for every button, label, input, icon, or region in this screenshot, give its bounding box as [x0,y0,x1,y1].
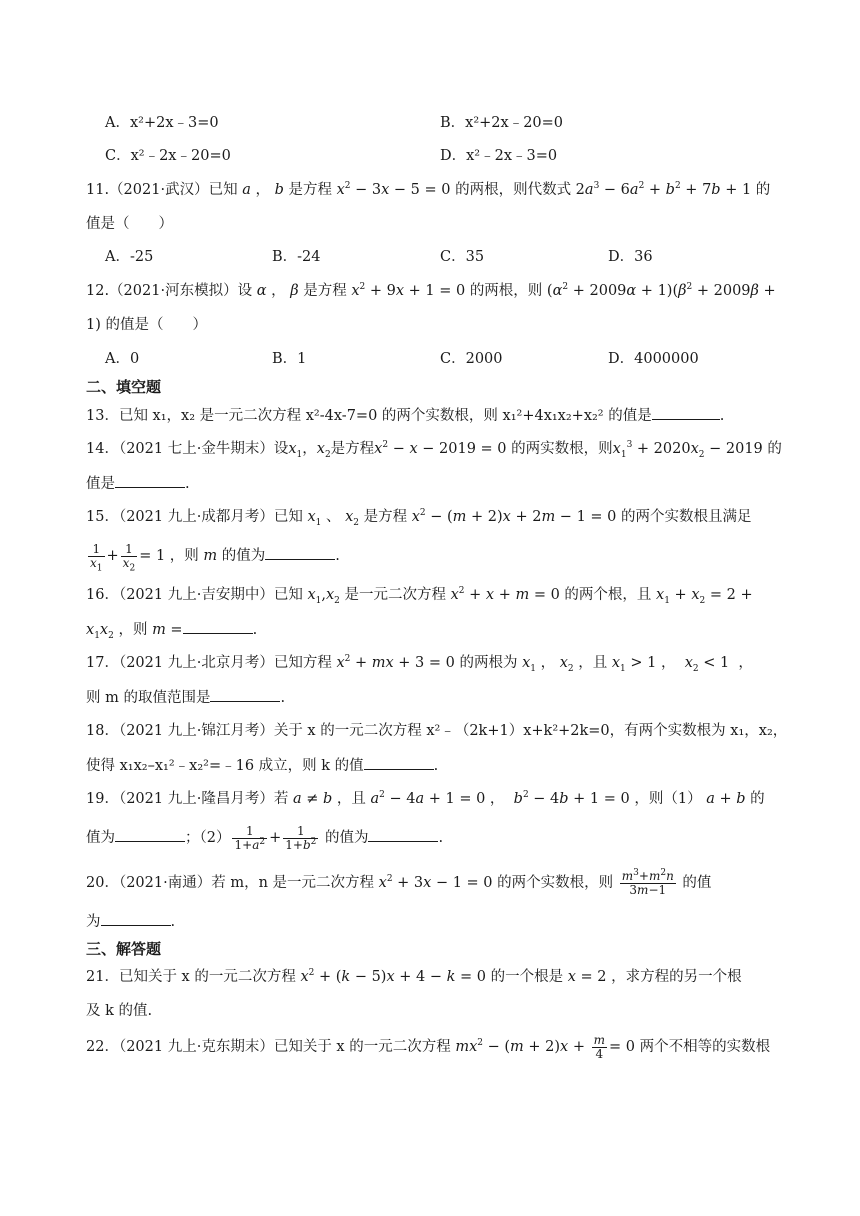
question-18-line-2: 使得 x₁x₂–x₁²﹣x₂²=﹣16 成立，则 k 的值 . [86,755,438,776]
answer-blank[interactable] [265,545,335,560]
answer-blank[interactable] [364,755,434,770]
question-20-line-2: 为 . [86,911,175,932]
q11-option-c: C．35 [440,249,485,265]
q10-option-a: A．x²+2x﹣3=0 [105,115,219,131]
q10-option-b: B．x²+2x﹣20=0 [440,115,564,131]
question-11-line-2: 值是（ ） [86,216,173,232]
q12-option-c: C．2000 [440,351,503,367]
q11-option-d: D．36 [608,249,653,265]
question-14-line-1: 14．（2021 七上·金牛期末）设$x_1$，$x_2$是方程$x^2 - x - 2019 = 0$ 的两实数根，则$x_1^3 + 2020x_2 - 2019$ 的 [86,440,782,460]
answer-blank[interactable] [101,911,171,926]
question-19-line-2: 值为 ；（2） $\frac{1}{1+a^2}$ + $\frac{1}{1+b^2}$ 的值为 . [86,823,444,852]
q11-option-a: A．-25 [105,249,154,265]
q12-option-a: A．0 [105,351,140,367]
answer-blank[interactable] [652,405,720,420]
question-13: 13．已知 x₁，x₂ 是一元二次方程 x²-4x-7=0 的两个实数根，则 x₁²+4x₁x₂+x₂² 的值是 . [86,405,724,426]
section-fill-blank-heading: 二、填空题 [86,378,162,396]
question-21-line-1: 21．已知关于 x 的一元二次方程 $x^2 + (k - 5)x + 4 - k = 0$ 的一个根是 x = 2 ，求方程的另一个根 [86,968,742,985]
question-17-line-1: 17．（2021 九上·北京月考）已知方程 $x^2$ + mx + 3 = 0 的两根为 $x_1$ ， $x_2$ ，且 $x_1 > 1$ ， $x_2 < 1$ ， [86,654,753,674]
question-20-line-1: 20．（2021·南通）若 m，n 是一元二次方程 $x^2 + 3x - 1 = 0$ 的两个实数根，则 $\frac{m^3+m^2n}{3m-1}$ 的值 [86,867,712,897]
answer-blank[interactable] [210,687,280,702]
question-18-line-1: 18．（2021 九上·锦江月考）关于 x 的一元二次方程 x²﹣（2k+1）x+k²+2k=0，有两个实数根为 x₁，x₂， [86,723,788,739]
question-22-line-1: 22．（2021 九上·克东期末）已知关于 x 的一元二次方程 $mx^2 - (m + 2)x$ + $\frac{m}{4}$ = 0 两个不相等的实数根 [86,1032,771,1061]
q12-option-d: D．4000000 [608,351,699,367]
question-12-line-1: 12.（2021·河东模拟）设 α ， β 是方程 $x^2 + 9x + 1 = 0$ 的两根，则 $(\alpha^2 + 2009\alpha + 1)(\beta^2 + 2009\beta$ + [86,282,776,299]
answer-blank[interactable] [368,827,438,842]
question-15-line-1: 15．（2021 九上·成都月考）已知 $x_1$ 、 $x_2$ 是方程 $x^2 - (m + 2)x + 2m - 1 = 0$ 的两个实数根且满足 [86,508,752,528]
q10-option-c: C．x²﹣2x﹣20=0 [105,148,231,164]
question-21-line-2: 及 k 的值. [86,1003,153,1019]
question-11-line-1: 11.（2021·武汉）已知 a ， b 是方程 $x^2 - 3x - 5 = 0$ 的两根，则代数式 $2a^3 - 6a^2 + b^2 + 7b + 1$ 的 [86,181,771,198]
q11-option-b: B．-24 [272,249,321,265]
q12-option-b: B．1 [272,351,307,367]
answer-blank[interactable] [115,473,185,488]
question-16-line-2: $x_1x_2$ ，则 m = . [86,619,257,640]
answer-blank[interactable] [183,619,253,634]
question-15-line-2: $\frac{1}{x_1}$ + $\frac{1}{x_2}$ = 1 ，则 m 的值为 . [90,541,340,573]
question-16-line-1: 16．（2021 九上·吉安期中）已知 $x_1,x_2$ 是一元二次方程 $x^2 + x + m = 0$ 的两个根，且 $x_1 + x_2 = 2$ + [86,586,753,606]
question-12-line-2: 1) 的值是（ ） [86,317,207,333]
section-solve-heading: 三、解答题 [86,940,162,958]
q10-option-d: D．x²﹣2x﹣3=0 [440,148,558,164]
question-14-line-2: 值是 . [86,473,190,494]
question-19-line-1: 19．（2021 九上·隆昌月考）若 a ≠ b ，且 $a^2 - 4a + 1 = 0$ ， $b^2 - 4b + 1 = 0$ ，则（1） a + b 的 [86,790,765,807]
answer-blank[interactable] [115,827,185,842]
question-17-line-2: 则 m 的取值范围是 . [86,687,285,708]
